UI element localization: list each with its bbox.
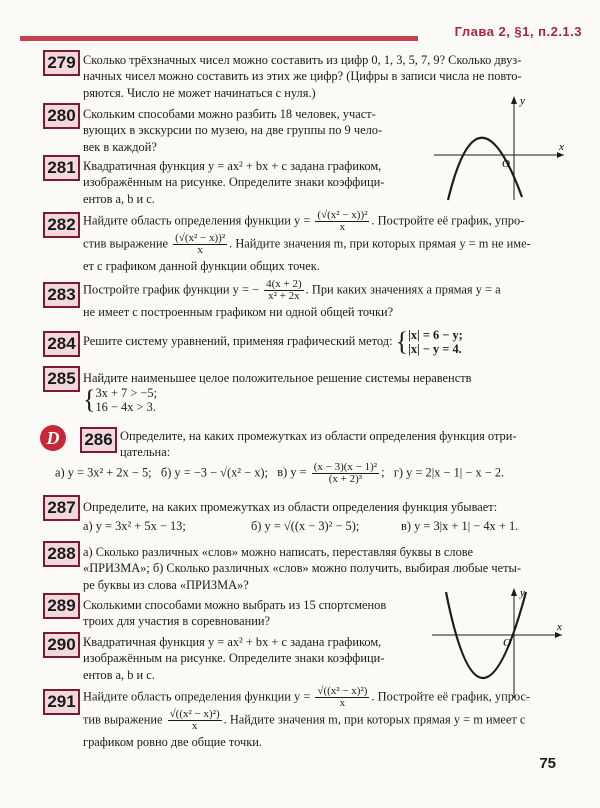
y-axis-label: y — [520, 587, 525, 599]
text-fragment: Решите систему уравнений, применяя графический метод: — [83, 333, 393, 348]
numerator: 4(x + 2) — [266, 278, 302, 290]
text-fragment: ; — [381, 465, 385, 480]
text-line: троих для участия в соревновании? — [83, 614, 271, 629]
problem-286-text — [120, 428, 516, 461]
text-fragment: в) y = — [277, 465, 307, 480]
text-line — [83, 210, 531, 233]
option-b: б) y = √((x − 3)² − 5); — [251, 519, 360, 533]
fraction — [168, 709, 222, 732]
text-fragment: . Постройте её график, упро- — [371, 213, 525, 228]
parabola-graph-1 — [430, 92, 570, 202]
problem-280-text — [83, 106, 382, 155]
fraction — [312, 462, 379, 485]
text-line: Квадратичная функция y = ax² + bx + c задана графиком, — [83, 635, 382, 649]
problem-number-288: 288 — [43, 541, 80, 567]
problem-286-options — [55, 462, 565, 485]
denominator: (x + 2)³ — [328, 473, 363, 485]
difficulty-badge: D — [40, 425, 66, 451]
problem-281-text — [83, 158, 384, 207]
problem-290-text — [83, 634, 384, 683]
text-line: ет с графиком данной функции общих точек. — [83, 259, 320, 273]
text-fragment: Найдите область определения функции y = — [83, 689, 311, 704]
origin-label: O — [503, 637, 511, 649]
numerator: (√(x² − x))² — [317, 209, 368, 221]
text-fragment: тив выражение — [83, 712, 163, 727]
text-line: Скольким способами можно разбить 18 человек, участ- — [83, 107, 376, 121]
text-line: Определите, на каких промежутках из области определения функция отри- — [120, 429, 517, 443]
problem-number-285: 285 — [43, 366, 80, 392]
text-line — [83, 386, 471, 414]
text-fragment: . Постройте её график, упрос- — [371, 689, 531, 704]
problem-291-text — [83, 686, 530, 752]
text-line: ре буквы из слова «ПРИЗМА»? — [83, 577, 249, 592]
problem-number-284: 284 — [43, 331, 80, 357]
text-line — [83, 709, 530, 732]
system-brace: { — [395, 327, 409, 356]
text-line: Определите, на каких промежутках из области определения функция убывает: — [83, 500, 498, 514]
text-line: не имеет с построенным графиком ни одной общей точки? — [83, 305, 394, 319]
equation-system — [408, 328, 463, 356]
problem-285-text — [83, 370, 471, 414]
problem-number-289: 289 — [43, 593, 80, 619]
fraction — [315, 210, 369, 233]
text-line: начных чисел можно составить из этих же цифр? (Цифры в записи числа не повто- — [83, 69, 522, 84]
denominator: x — [339, 221, 346, 233]
problem-284-text — [83, 328, 463, 356]
x-axis-label: x — [557, 621, 562, 633]
header-rule — [20, 36, 418, 41]
fraction — [315, 686, 369, 709]
text-line: вующих в экскурсии по музею, на две группы по 9 чело- — [83, 123, 383, 138]
text-fragment: Постройте график функции y = − — [83, 282, 260, 297]
y-axis-arrow — [511, 96, 517, 104]
problem-number-279: 279 — [43, 50, 80, 76]
denominator: x — [191, 720, 198, 732]
text-line: Найдите наименьшее целое положительное решение системы неравенств — [83, 371, 472, 385]
problem-283-text — [83, 279, 501, 322]
inequality: 3x + 7 > −5; — [95, 386, 158, 401]
text-line: графиком ровно две общие точки. — [83, 735, 262, 749]
text-fragment: . Найдите значения m, при которых прямая y = m не име- — [229, 236, 531, 251]
option-a: а) y = 3x² + 5x − 13; — [83, 519, 186, 533]
option-a: а) y = 3x² + 2x − 5; — [55, 465, 152, 480]
text-line: век в каждой? — [83, 139, 157, 154]
option-c: в) y = 3|x + 1| − 4x + 1. — [401, 519, 519, 533]
problem-282-text — [83, 210, 531, 276]
fraction — [264, 279, 304, 302]
problem-289-text — [83, 597, 386, 630]
problem-number-283: 283 — [43, 282, 80, 308]
page-number: 75 — [539, 755, 556, 772]
denominator: x — [197, 244, 203, 256]
problem-number-281: 281 — [43, 155, 80, 181]
option-c — [277, 461, 385, 485]
y-axis-label: y — [520, 95, 525, 107]
text-line: «ПРИЗМА»; б) Сколько различных «слов» можно получить, выбирая любые четы- — [83, 561, 521, 576]
problem-number-280: 280 — [43, 103, 80, 129]
text-line: Сколько трёхзначных чисел можно составить из цифр 0, 1, 3, 5, 7, 9? Сколько двуз- — [83, 53, 522, 67]
text-line — [83, 686, 530, 709]
problem-287-options — [83, 518, 563, 534]
text-fragment: Найдите область определения функции y = — [83, 213, 311, 228]
text-line: а) Сколько различных «слов» можно написать, переставляя буквы в слове — [83, 545, 474, 559]
denominator: x — [339, 697, 346, 709]
text-line — [83, 279, 501, 302]
text-fragment: . При каких значениях a прямая y = a — [305, 282, 501, 297]
problem-number-286: 286 — [80, 427, 117, 453]
problem-number-291: 291 — [43, 689, 80, 715]
chapter-header: Глава 2, §1, п.2.1.3 — [454, 24, 582, 39]
system-brace: { — [83, 385, 96, 415]
problem-287-text — [83, 497, 497, 518]
numerator: (√(x² − x))² — [175, 232, 226, 244]
text-line: ентов a, b и c. — [83, 191, 155, 206]
text-line — [83, 328, 463, 356]
text-line: изображённым на рисунке. Определите знаки коэффици- — [83, 651, 385, 666]
numerator: √((x² − x)²) — [317, 685, 368, 697]
parabola-graph-2 — [428, 584, 568, 702]
origin-label: O — [502, 158, 510, 170]
equation: |x| = 6 − y; — [408, 328, 463, 342]
x-axis-label: x — [559, 141, 564, 153]
problem-number-290: 290 — [43, 632, 80, 658]
inequality: 16 − 4x > 3. — [95, 400, 156, 415]
text-line: изображённым на рисунке. Определите знаки коэффици- — [83, 175, 385, 190]
problem-number-287: 287 — [43, 495, 80, 521]
text-line: цательна: — [120, 445, 171, 460]
option-d: г) y = 2|x − 1| − x − 2. — [393, 465, 505, 480]
text-line: ряются. Число не может начинаться с нуля.) — [83, 85, 316, 100]
option-b: б) y = −3 − √(x² − x); — [160, 465, 268, 480]
parabola-curve — [448, 138, 522, 200]
numerator: √((x² − x)²) — [169, 708, 220, 720]
denominator: x² + 2x — [268, 290, 300, 302]
problem-number-282: 282 — [43, 212, 80, 238]
equation: |x| − y = 4. — [408, 342, 462, 356]
text-fragment: стив выражение — [83, 236, 169, 251]
y-axis-arrow — [511, 588, 517, 596]
text-line — [83, 233, 531, 256]
text-line: ентов a, b и c. — [83, 667, 155, 682]
text-line: Сколькими способами можно выбрать из 15 спортсменов — [83, 598, 387, 612]
inequality-system — [95, 386, 157, 414]
text-line: Квадратичная функция y = ax² + bx + c задана графиком, — [83, 159, 382, 173]
numerator: (x − 3)(x − 1)² — [313, 461, 378, 473]
text-fragment: . Найдите значения m, при которых прямая y = m имеет с — [223, 712, 526, 727]
fraction — [173, 233, 227, 256]
